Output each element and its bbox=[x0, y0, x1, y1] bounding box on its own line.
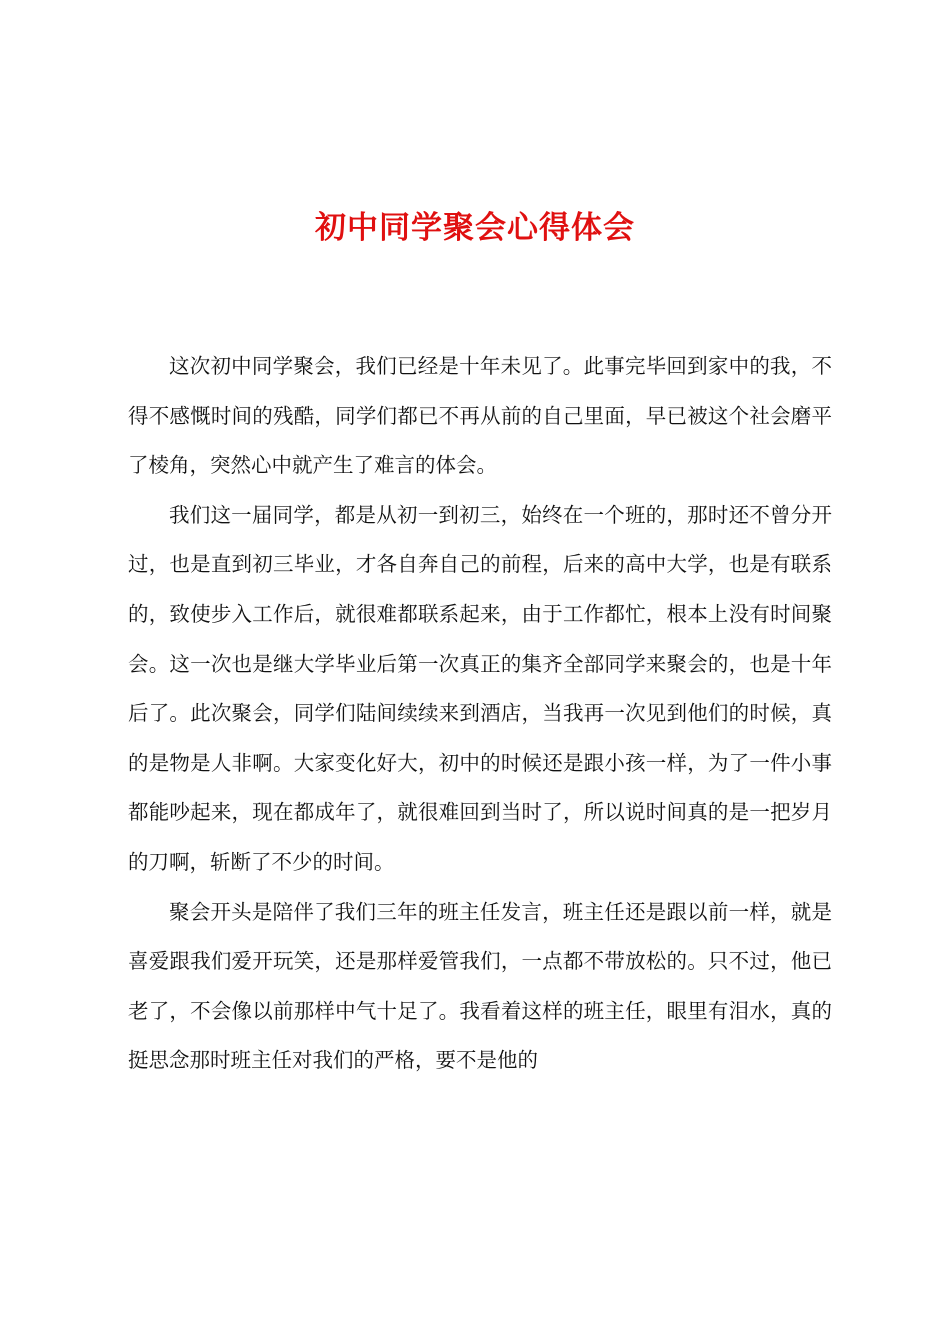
paragraph: 我们这一届同学，都是从初一到初三，始终在一个班的，那时还不曾分开过，也是直到初三毕业，才各自奔自己的前程，后来的高中大学，也是有联系的，致使步入工作后，就很难都联系起来，由于工作都忙，根本上没有时间聚会。这一次也是继大学毕业后第一次真正的集齐全部同学来聚会的，也是十年后了。此次聚会，同学们陆间续续来到酒店，当我再一次见到他们的时候，真的是物是人非啊。大家变化好大，初中的时候还是跟小孩一样，为了一件小事都能吵起来，现在都成年了，就很难回到当时了，所以说时间真的是一把岁月的刀啊，斩断了不少的时间。 bbox=[128, 502, 832, 874]
paragraph: 这次初中同学聚会，我们已经是十年未见了。此事完毕回到家中的我，不得不感慨时间的残酷，同学们都已不再从前的自己里面，早已被这个社会磨平了棱角，突然心中就产生了难言的体会。 bbox=[128, 354, 832, 478]
document-title: 初中同学聚会心得体会 bbox=[315, 210, 635, 246]
document-body bbox=[128, 342, 832, 1086]
paragraph: 聚会开头是陪伴了我们三年的班主任发言，班主任还是跟以前一样，就是喜爱跟我们爱开玩笑，还是那样爱管我们，一点都不带放松的。只不过，他已老了，不会像以前那样中气十足了。我看着这样的班主任，眼里有泪水，真的挺思念那时班主任对我们的严格，要不是他的 bbox=[128, 899, 832, 1073]
